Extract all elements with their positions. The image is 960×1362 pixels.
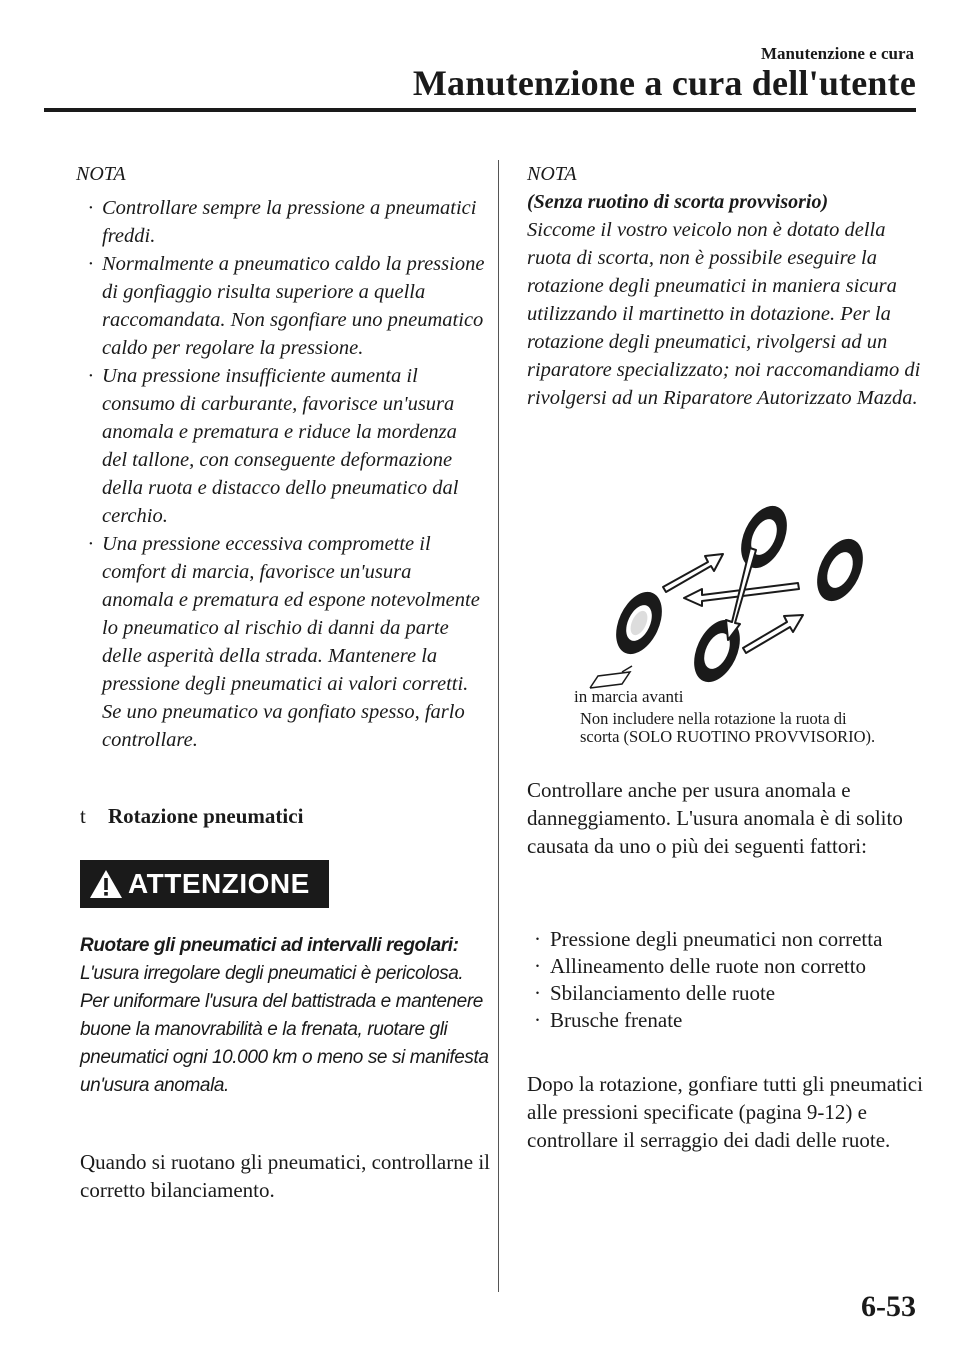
forward-direction-icon	[590, 666, 632, 688]
list-item: · Brusche frenate	[534, 1008, 683, 1032]
section-heading	[80, 804, 303, 829]
note-body: Siccome il vostro veicolo non è dotato della ruota di scorta, non è possibile eseguire la rotazione degli pneumatici in maniera sicura utilizzando il martinetto in dotazione. Per la rotazione degli pneumatici, rivolgersi ad un riparatore specializzato; noi raccomandiamo di rivolgersi ad un Riparatore Autorizzato Mazda.	[527, 219, 921, 409]
right-note	[527, 160, 927, 412]
balance-paragraph: Quando si ruotano gli pneumatici, controllarne il corretto bilanciamento.	[80, 1150, 490, 1202]
warning-label: ATTENZIONE	[128, 868, 310, 899]
warning-triangle-icon	[88, 868, 124, 900]
after-rotation-paragraph: Dopo la rotazione, gonfiare tutti gli pneumatici alle pressioni specificate (pagina 9-12) e controllare il serraggio dei dadi delle ruote.	[527, 1072, 923, 1152]
wear-paragraph: Controllare anche per usura anomala e danneggiamento. L'usura anomala è di solito causata da uno o più dei seguenti fattori:	[527, 778, 903, 858]
rotation-arrow	[663, 554, 723, 592]
tire-front-right	[732, 499, 796, 576]
diagram-forward-label: in marcia avanti	[574, 687, 684, 706]
tire-rotation-diagram	[560, 488, 890, 708]
tire-front-left	[607, 585, 671, 662]
section-heading-text: Rotazione pneumatici	[108, 804, 304, 828]
list-item: · Allineamento delle ruote non corretto	[534, 954, 867, 978]
note-title-right: NOTA	[527, 163, 577, 185]
tire-rear-right	[808, 532, 872, 609]
warning-bold-text: Ruotare gli pneumatici ad intervalli regolari:	[80, 935, 459, 956]
header-rule	[44, 108, 916, 112]
left-note	[76, 160, 486, 754]
note-subtitle: (Senza ruotino di scorta provvisorio)	[527, 191, 829, 213]
note-item: · Una pressione insufficiente aumenta il consumo di carburante, favorisce un'usura anomala e prematura e riduce la mordenza del tallone, con conseguente deformazione della ruota e distacco dello pneumatico dal cerchio.	[88, 365, 459, 527]
column-divider	[498, 160, 499, 1292]
diagram-note: Non includere nella rotazione la ruota di scorta (SOLO RUOTINO PROVVISORIO).	[580, 709, 876, 746]
note-list	[76, 194, 486, 754]
wear-factors-list	[534, 926, 882, 1034]
warning-banner	[80, 860, 329, 908]
list-item: · Sbilanciamento delle ruote	[534, 981, 776, 1005]
note-item: · Normalmente a pneumatico caldo la pressione di gonfiaggio risulta superiore a quella raccomandata. Non sgonfiare uno pneumatico caldo per regolare la pressione.	[88, 253, 485, 359]
header-section-label: Manutenzione e cura	[761, 44, 914, 63]
note-item: · Una pressione eccessiva compromette il comfort di marcia, favorisce un'usura anomala e prematura ed espone notevolmente lo pneumatico al rischio di danni da parte delle asperità della strada. Mantenere la pressione degli pneumatici ai valori corretti. Se uno pneumatico va gonfiato spesso, farlo controllare.	[88, 533, 480, 751]
list-item: · Pressione degli pneumatici non corretta	[534, 927, 883, 951]
page-number: 6-53	[861, 1290, 916, 1323]
page-title: Manutenzione a cura dell'utente	[412, 63, 916, 103]
section-marker: t	[80, 804, 86, 828]
warning-body-text: L'usura irregolare degli pneumatici è pericolosa. Per uniformare l'usura del battistrada e mantenere buone la manovrabilità e la frenata, ruotare gli pneumatici ogni 10.000 km o meno se si manifesta un'usura anomala.	[80, 963, 489, 1096]
note-title: NOTA	[76, 163, 126, 185]
rotation-arrow	[743, 615, 803, 653]
note-item: · Controllare sempre la pressione a pneumatici freddi.	[88, 197, 477, 247]
warning-text	[80, 932, 490, 1100]
